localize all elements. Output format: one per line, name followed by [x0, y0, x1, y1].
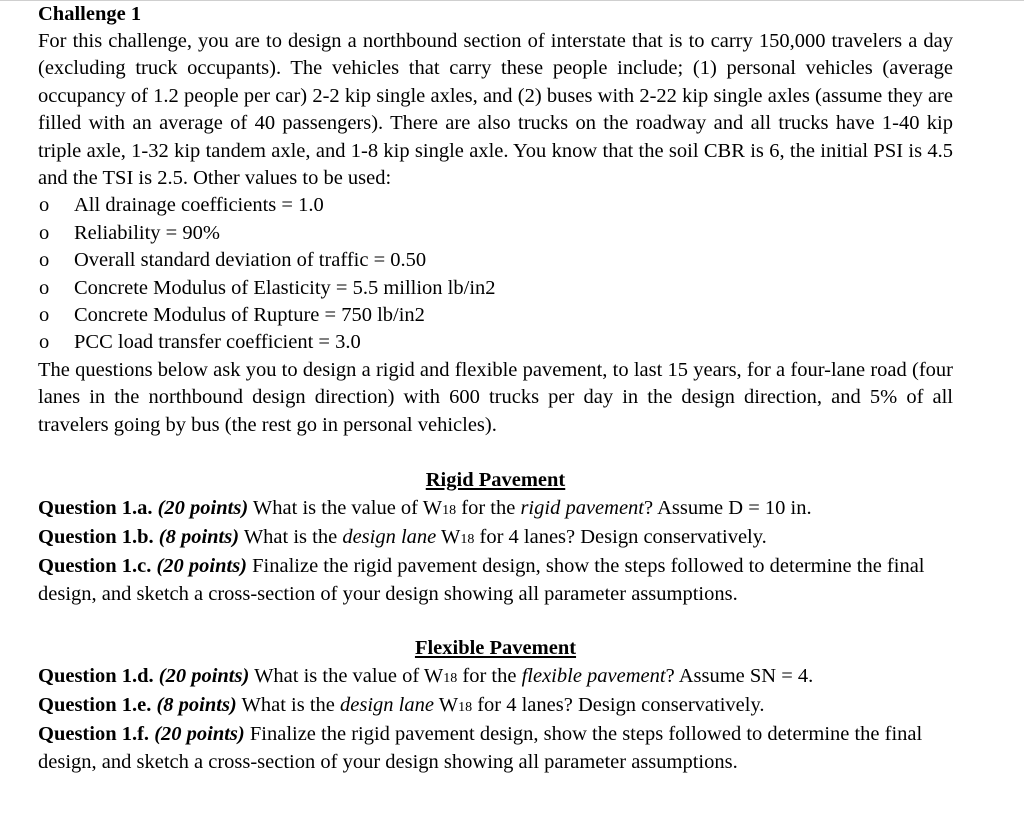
question-text: What is the	[236, 693, 341, 716]
parameter-item	[38, 302, 958, 329]
parameter-text: Overall standard deviation of traffic = 0.50	[74, 249, 427, 272]
question-label: Question 1.b.	[38, 525, 154, 548]
bullet-circle-icon: o	[39, 249, 50, 272]
rigid-pavement-heading: Rigid Pavement	[425, 469, 566, 492]
question-points: (20 points)	[157, 496, 249, 519]
question-points: (20 points)	[156, 555, 248, 578]
question-text: for 4 lanes? Design conservatively.	[472, 693, 765, 716]
question-text: ? Assume D = 10 in.	[644, 496, 812, 519]
parameter-text: PCC load transfer coefficient = 3.0	[74, 331, 361, 354]
question-text: What is the value of W	[249, 664, 444, 687]
emphasis-text: design lane	[340, 693, 434, 716]
question-text: Finalize the rigid pavement design, show the steps followed to determine the final design, and sketch a cross-section of your design showing all parameter assumptions.	[38, 555, 925, 605]
question-1f	[38, 721, 958, 776]
question-text: What is the value of W	[248, 496, 443, 519]
parameter-text: Concrete Modulus of Elasticity = 5.5 million lb/in2	[74, 276, 496, 299]
subscript: 18	[460, 531, 475, 547]
bullet-circle-icon: o	[39, 194, 50, 217]
parameter-item	[38, 329, 958, 356]
question-points: (8 points)	[158, 525, 240, 548]
parameter-item	[38, 192, 958, 219]
bullet-circle-icon: o	[39, 221, 50, 244]
parameter-text: Reliability = 90%	[74, 221, 220, 244]
parameter-item	[38, 247, 958, 274]
question-label: Question 1.a.	[38, 496, 153, 519]
parameter-text: Concrete Modulus of Rupture = 750 lb/in2	[74, 304, 425, 327]
question-label: Question 1.e.	[38, 693, 152, 716]
design-paragraph: The questions below ask you to design a rigid and flexible pavement, to last 15 years, for a four-lane road (four lanes in the northbound design direction) with 600 trucks per day in the design direction, and 5% of all travelers going by bus (the rest go in personal vehicles).	[38, 358, 953, 436]
question-label: Question 1.d.	[38, 664, 154, 687]
bullet-circle-icon: o	[39, 276, 50, 299]
question-1b	[38, 524, 958, 553]
emphasis-text: rigid pavement	[520, 496, 644, 519]
intro-paragraph: For this challenge, you are to design a northbound section of interstate that is to carry 150,000 travelers a day (excluding truck occupants). The vehicles that carry these people include; (1) personal vehicles (average occupancy of 1.2 people per car) 2-2 kip single axles, and (2) buses with 2-22 kip single axles (assume they are filled with an average of 40 passengers). There are also trucks on the roadway and all trucks have 1-40 kip triple axle, 1-32 kip tandem axle, and 1-8 kip single axle. You know that the soil CBR is 6, the initial PSI is 4.5 and the TSI is 2.5. Other values to be used:	[38, 30, 953, 190]
challenge-title: Challenge 1	[38, 3, 142, 25]
question-text: Finalize the rigid pavement design, show the steps followed to determine the final design, and sketch a cross-section of your design showing all parameter assumptions.	[38, 723, 923, 773]
subscript: 18	[458, 699, 473, 715]
question-label: Question 1.c.	[38, 555, 152, 578]
question-text: for 4 lanes? Design conservatively.	[474, 525, 767, 548]
question-1d	[38, 663, 958, 692]
question-text: W	[433, 693, 459, 716]
question-text: for the	[456, 496, 521, 519]
question-points: (8 points)	[156, 693, 237, 716]
question-text: for the	[457, 664, 522, 687]
parameter-item	[38, 275, 958, 302]
question-label: Question 1.f.	[38, 723, 150, 746]
bullet-circle-icon: o	[39, 331, 50, 354]
flexible-pavement-heading: Flexible Pavement	[414, 637, 577, 660]
question-1a	[38, 495, 958, 524]
subscript: 18	[442, 502, 457, 518]
parameter-list	[38, 192, 958, 356]
question-points: (20 points)	[158, 664, 250, 687]
question-1e	[38, 692, 958, 721]
question-points: (20 points)	[154, 723, 245, 746]
subscript: 18	[443, 670, 458, 686]
question-text: What is the	[239, 525, 343, 548]
emphasis-text: design lane	[342, 525, 437, 548]
parameter-item	[38, 220, 958, 247]
parameter-text: All drainage coefficients = 1.0	[74, 194, 324, 217]
question-1c	[38, 553, 958, 608]
document-body	[38, 0, 958, 776]
question-text: W	[436, 525, 461, 548]
emphasis-text: flexible pavement	[521, 664, 666, 687]
bullet-circle-icon: o	[39, 304, 50, 327]
question-text: ? Assume SN = 4.	[665, 664, 814, 687]
